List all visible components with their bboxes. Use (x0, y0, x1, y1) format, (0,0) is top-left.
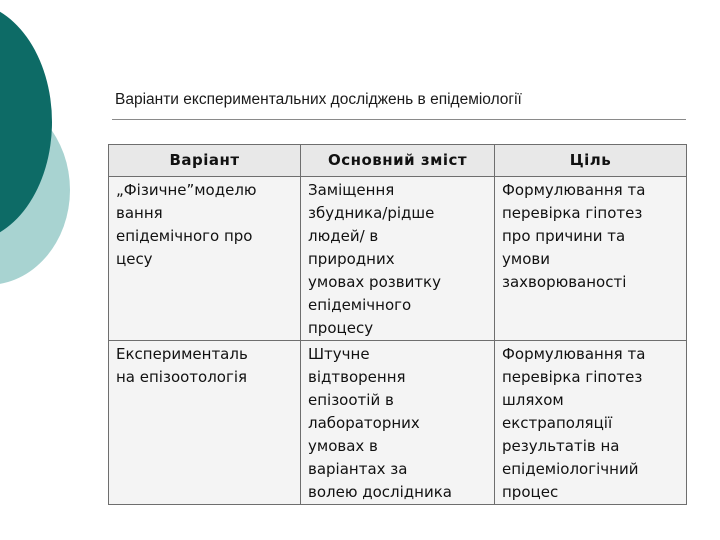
cell-goal-text: Формулювання та перевірка гіпотез про причини та умови захворюваності (502, 181, 646, 291)
header-main-content: Основний зміст (301, 145, 495, 177)
table-cell (301, 177, 495, 341)
table-cell (495, 177, 687, 341)
cell-goal-text: Формулювання та перевірка гіпотез шляхом екстраполяції результатів на епідеміологічний процес (502, 345, 646, 501)
slide-title: Варіанти експериментальних досліджень в епідеміології (115, 91, 522, 108)
header-variant: Варіант (109, 145, 301, 177)
title-divider (112, 119, 686, 120)
table-header-row (109, 145, 687, 177)
table-cell (109, 177, 301, 341)
table-cell (495, 341, 687, 505)
header-goal: Ціль (495, 145, 687, 177)
cell-content-text: Штучне відтворення епізоотій в лабораторних умовах в варіантах за волею дослідника (308, 345, 452, 501)
table-cell (301, 341, 495, 505)
table-row (109, 177, 687, 341)
table-row (109, 341, 687, 505)
variants-table (108, 144, 687, 505)
cell-content-text: Заміщення збудника/рідше людей/ в природних умовах розвитку епідемічного процесу (308, 181, 441, 337)
cell-variant-text: „Фізичне”моделю вання епідемічного про цесу (116, 181, 257, 268)
cell-variant-text: Експерименталь на епізоотологія (116, 345, 248, 386)
table-cell (109, 341, 301, 505)
